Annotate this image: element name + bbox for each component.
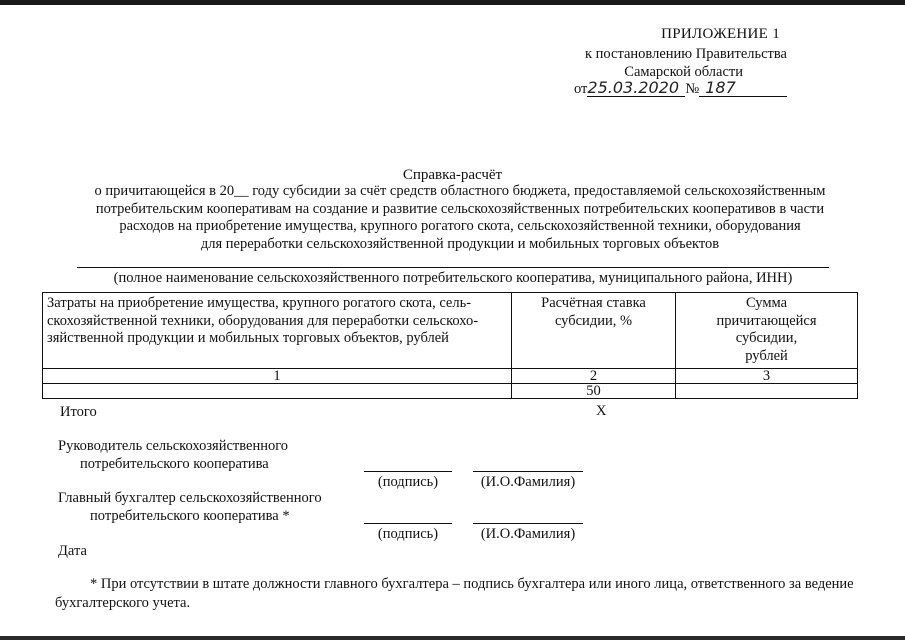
- head-signature-field[interactable]: [364, 471, 452, 472]
- scan-top-edge: [0, 0, 905, 5]
- header-line: причитающейся: [716, 312, 817, 329]
- handwritten-number: 187: [699, 80, 787, 97]
- column-number: 2: [512, 369, 676, 384]
- costs-cell[interactable]: [43, 384, 512, 399]
- description-line: для переработки сельскохозяйственной продукции и мобильных торговых объектов: [200, 235, 720, 252]
- column-number: 3: [676, 369, 858, 384]
- number-prefix: №: [685, 81, 700, 97]
- header-line: Затраты на приобретение имущества, крупного рогатого скота, сель-: [47, 295, 472, 311]
- accountant-name-field[interactable]: [473, 523, 583, 524]
- column-number-row: [43, 369, 858, 384]
- amount-column-header: [676, 293, 858, 369]
- decree-date-number: [574, 80, 787, 98]
- header-line: скохозяйственной техники, оборудования для переработки сельскохо-: [47, 312, 479, 329]
- table-row: [43, 384, 858, 399]
- header-line: субсидии,: [735, 330, 798, 346]
- amount-cell[interactable]: [676, 384, 858, 399]
- header-line: зяйственной продукции и мобильных торговых объектов, рублей: [47, 330, 449, 346]
- head-signature-label: [58, 438, 288, 473]
- cooperative-name-note: (полное наименование сельскохозяйственного потребительского кооператива, муниципального района, ИНН): [113, 270, 793, 286]
- description-line: потребительским кооперативам на создание и развитие сельскохозяйственных потребительских кооперативов в части: [95, 200, 825, 217]
- date-prefix: от: [574, 81, 588, 97]
- label-line: Руководитель сельскохозяйственного: [58, 438, 289, 454]
- appendix-heading: ПРИЛОЖЕНИЕ 1: [661, 26, 780, 42]
- description-line: о причитающейся в 20__ году субсидии за счёт средств областного бюджета, предоставляемой сельскохозяйственным: [94, 183, 826, 199]
- head-name-field[interactable]: [473, 471, 583, 472]
- document-title: Справка-расчёт: [402, 167, 503, 183]
- cooperative-name-field[interactable]: [77, 267, 829, 268]
- label-line: потребительского кооператива: [80, 455, 269, 472]
- table-header-row: [43, 293, 858, 369]
- footnote: * При отсутствии в штате должности главного бухгалтера – подпись бухгалтера или иного лица, ответственного за ведение бухгалтерского учета.: [55, 576, 854, 611]
- total-label: Итого: [60, 404, 97, 420]
- column-number: 1: [43, 369, 512, 384]
- header-line: Сумма: [745, 295, 788, 311]
- costs-column-header: [43, 293, 512, 369]
- handwritten-date: 25.03.2020: [587, 80, 685, 97]
- total-rate-mark: X: [596, 403, 607, 419]
- region-line: Самарской области: [624, 64, 743, 80]
- document-description: [40, 183, 880, 253]
- signature-caption: (подпись): [377, 526, 439, 542]
- decree-line: к постановлению Правительства: [585, 46, 787, 62]
- subsidy-calculation-table: [42, 292, 858, 399]
- rate-cell: 50: [512, 384, 676, 399]
- header-line: Расчётная ставка: [541, 295, 646, 311]
- accountant-signature-field[interactable]: [364, 523, 452, 524]
- header-line: рублей: [745, 347, 788, 364]
- label-line: Главный бухгалтер сельскохозяйственного: [58, 490, 322, 506]
- rate-column-header: [512, 293, 676, 369]
- date-label: Дата: [58, 543, 87, 559]
- label-line: потребительского кооператива *: [90, 507, 290, 524]
- description-line: расходов на приобретение имущества, крупного рогатого скота, сельскохозяйственной техники, оборудования: [119, 218, 801, 234]
- name-caption: (И.О.Фамилия): [480, 474, 576, 490]
- signature-caption: (подпись): [377, 474, 439, 490]
- header-line: субсидии, %: [554, 312, 633, 329]
- scan-bottom-edge: [0, 636, 905, 640]
- name-caption: (И.О.Фамилия): [480, 526, 576, 542]
- accountant-signature-label: [58, 490, 322, 525]
